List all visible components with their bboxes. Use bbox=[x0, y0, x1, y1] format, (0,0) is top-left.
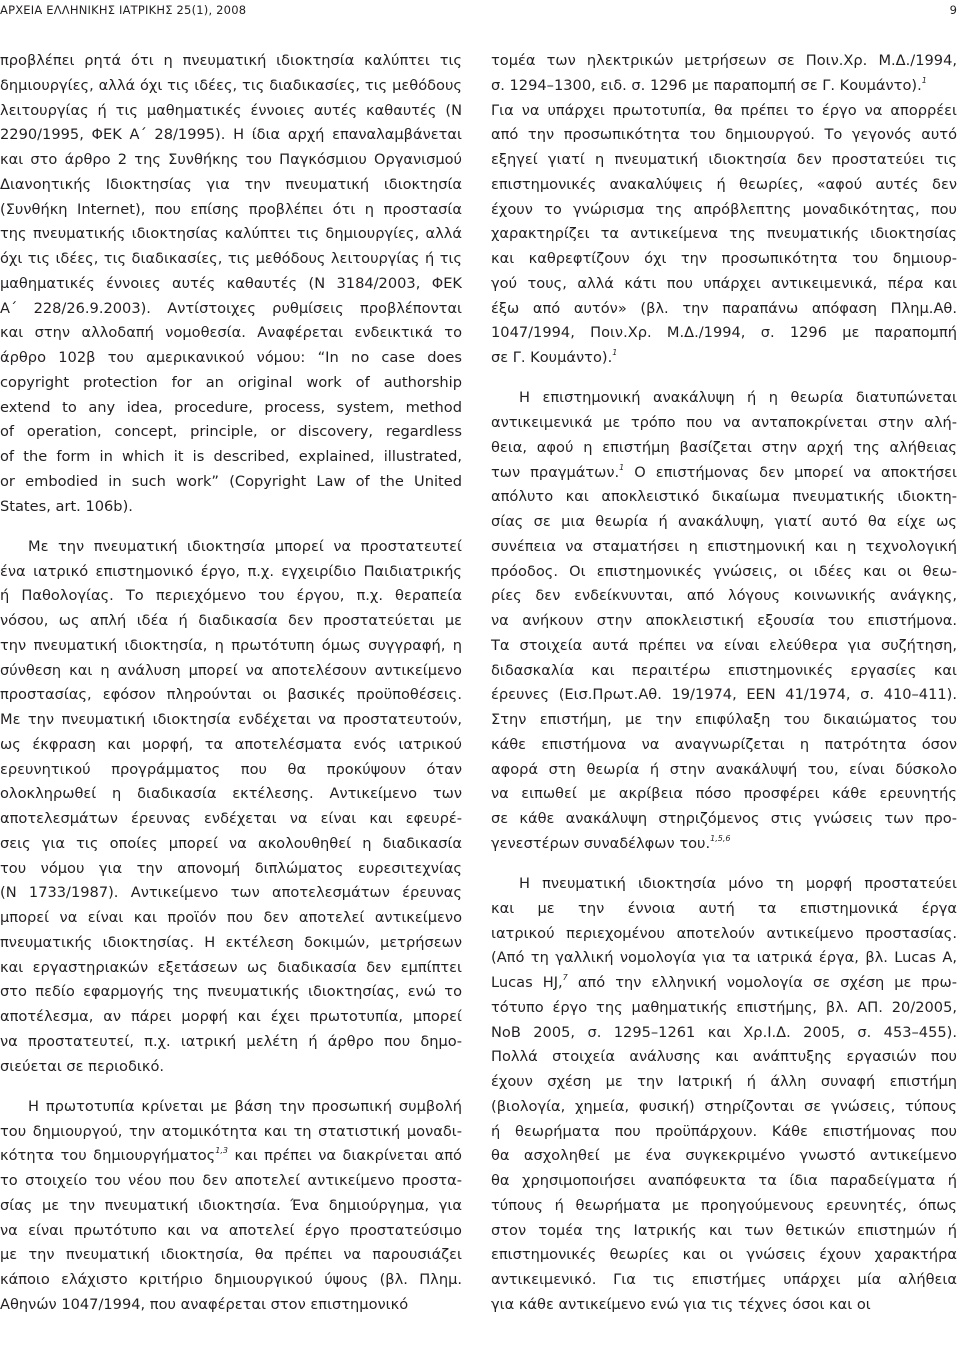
text-line bbox=[0, 272, 462, 297]
text-line bbox=[491, 946, 957, 971]
text-line-content: στο πεδίο εφαρμογής της πνευματικής ιδιοκτησίας, ενώ το bbox=[0, 983, 462, 1001]
text-line-content: θεια, αφού η επιστήμη βασίζεται στην αρχή της αλήθειας bbox=[491, 438, 957, 456]
text-line bbox=[0, 782, 462, 807]
text-line bbox=[0, 1293, 462, 1318]
journal-title: ΑΡΧΕΙΑ ΕΛΛΗΝΙΚΗΣ ΙΑΤΡΙΚΗΣ 25(1), 2008 bbox=[0, 3, 247, 17]
text-line-content: σύνθεση και η ανάλυση μπορεί να αποτελέσουν αντικείμενο bbox=[0, 661, 462, 679]
text-line-content: και στο άρθρο 2 της Συνθήκης του Παγκόσμιου Οργανισμού bbox=[0, 151, 462, 168]
text-line-content: έχουν σχέση με την Ιατρική ή άλλη συναφή επιστήμη bbox=[491, 1073, 957, 1090]
text-line-content: κότητα του δημιουργήματος bbox=[0, 1147, 216, 1165]
paragraph-gap bbox=[0, 1079, 462, 1095]
text-line-content: σε κάθε ανακάλυψη στηριζόμενος στις γνώσεις των προ- bbox=[491, 810, 957, 827]
text-line bbox=[0, 173, 462, 198]
text-line bbox=[491, 807, 957, 832]
text-line-content: σεις για τις οποίες μπορεί να ακολουθηθεί η διαδικασία bbox=[0, 834, 462, 852]
text-line bbox=[0, 1243, 462, 1268]
citation-superscript: 1 bbox=[612, 348, 618, 358]
text-line bbox=[0, 708, 462, 733]
text-line bbox=[491, 708, 957, 733]
text-line-content: το στοιχείο του νέου που δεν αποτελεί αντικείμενο προστα- bbox=[0, 1172, 462, 1189]
text-line-content: Η πρωτοτυπία κρίνεται με βάση την προσωπική συμβολή bbox=[28, 1097, 462, 1115]
text-line bbox=[491, 411, 957, 436]
text-line bbox=[0, 980, 462, 1005]
text-line-content: ή θεωρήματα που προϋπάρχουν. Κάθε επιστήμονας που bbox=[491, 1122, 957, 1140]
text-line-content: ΝοΒ 2005, σ. 1295–1261 και Χρ.Ι.Δ. 2005, σ. 453–455). bbox=[491, 1023, 957, 1041]
text-line bbox=[0, 74, 462, 99]
left-text-column bbox=[0, 49, 462, 1318]
text-line-content: of the form in which it is described, explained, illustrated, bbox=[0, 448, 462, 465]
text-line bbox=[0, 1268, 462, 1293]
text-line-content: όχι τις ιδέες, τις διαδικασίες, τις μεθόδους λειτουργίας ή τις bbox=[0, 250, 462, 267]
text-line-content: εξηγεί γιατί η πνευματική ιδιοκτησία δεν προστατεύει τις bbox=[491, 151, 957, 168]
text-line-content: επιστημονικές θεωρίες και οι γνώσεις έχουν χαρακτήρα bbox=[491, 1246, 957, 1264]
text-line-content: από την προσωπικότητα του δημιουργού. Το γεγονός αυτό bbox=[491, 126, 957, 144]
text-line bbox=[0, 470, 462, 495]
text-line-continuation: και πρέπει να διακρίνεται από bbox=[227, 1147, 462, 1165]
text-line-continuation: από την ελληνική νομολογία σε σχέση με πρω- bbox=[567, 974, 958, 991]
text-line-content: των πραγμάτων. bbox=[491, 463, 620, 481]
text-line bbox=[491, 1095, 957, 1120]
text-line-content: Για να υπάρχει πρωτοτυπία, θα πρέπει το έργο να απορρέει bbox=[491, 101, 957, 119]
text-line-content: of operation, concept, principle, or discovery, regardless bbox=[0, 423, 462, 441]
text-line bbox=[0, 123, 462, 148]
text-line-content: διδασκαλία και περαιτέρω επιστημονικές εργασίες και bbox=[491, 661, 957, 679]
text-line-content: Με την πνευματική ιδιοκτησία ενδέχεται να προστατευτούν, bbox=[0, 711, 462, 728]
text-line-content: (Συνθήκη Internet), που επίσης προβλέπει ότι η προστασία bbox=[0, 200, 462, 218]
text-line bbox=[491, 1169, 957, 1194]
text-line-content: ως έκφραση και μορφή, τα αποτελέσματα ενός ιατρικού bbox=[0, 735, 462, 753]
text-line bbox=[491, 1194, 957, 1219]
text-line-content: του δημιουργού, την ατομικότητα και τη στατιστική μοναδι- bbox=[0, 1122, 462, 1140]
text-line bbox=[0, 1194, 462, 1219]
text-line bbox=[0, 807, 462, 832]
text-line-content: Lucas HJ, bbox=[491, 974, 563, 991]
text-line-content: or embodied in such work” (Copyright Law of the United bbox=[0, 472, 462, 490]
text-line-content: (βιολογία, χημεία, φυσική) στηρίζονται σε γνώσεις, τύπους bbox=[491, 1097, 957, 1115]
text-line bbox=[0, 420, 462, 445]
text-line-content: ιατρικού περιεχομένου αποτελούν αντικείμενο προστασίας. bbox=[491, 924, 957, 942]
text-line-content: σ. 1294–1300, ειδ. σ. 1296 με παραπομπή σε Γ. Κουμάντο). bbox=[491, 76, 922, 94]
text-line bbox=[491, 584, 957, 609]
text-line bbox=[491, 1243, 957, 1268]
text-line-content: αποτέλεσμα, αν πάρει μορφή και έχει πρωτοτυπία, μπορεί bbox=[0, 1008, 462, 1025]
text-line bbox=[0, 321, 462, 346]
text-line-content: συνέπεια να σταματήσει η επιστημονική και η τεχνολογική bbox=[491, 537, 957, 555]
text-line-content: θα χρησιμοποιήσει αναπόφευκτα τα ίδια παραδείγματα ή bbox=[491, 1172, 957, 1189]
text-line bbox=[0, 247, 462, 272]
text-line bbox=[0, 560, 462, 585]
text-line-content: σίας με την πνευματική ιδιοκτησία. Ένα δημιούργημα, για bbox=[0, 1196, 462, 1214]
text-line-content: States, art. 106b). bbox=[0, 497, 133, 515]
text-line bbox=[0, 396, 462, 421]
text-line-content: του νόμου για την απονομή διπλώματος ευρεσιτεχνίας bbox=[0, 859, 462, 877]
text-line bbox=[0, 445, 462, 470]
text-line-content: ερευνητικού προγράμματος που θα προκύψουν όταν bbox=[0, 760, 462, 778]
text-line-content: να είναι πρωτότυπο και να αποτελεί έργο προστατεύσιμο bbox=[0, 1221, 462, 1239]
text-line-content: Διανοητικής Ιδιοκτησίας για την πνευματική ιδιοκτησία bbox=[0, 175, 462, 193]
text-line-content: της πνευματικής ιδιοκτησίας καλύπτει τις δημιουργίες, αλλά bbox=[0, 225, 462, 243]
text-line-content: και καθρεφτίζουν όχι την προσωπικότητα του δημιουρ- bbox=[491, 250, 957, 267]
text-line-content: στον τομέα της Ιατρικής και των θετικών επιστημών ή bbox=[491, 1221, 957, 1239]
text-line bbox=[491, 872, 957, 897]
text-line bbox=[0, 609, 462, 634]
text-line bbox=[0, 495, 462, 520]
text-line bbox=[491, 1045, 957, 1070]
paragraph-gap bbox=[0, 519, 462, 535]
text-line-content: ολοκληρωθεί η διαδικασία εκτέλεσης. Αντικείμενο των bbox=[0, 785, 462, 803]
text-line bbox=[491, 272, 957, 297]
citation-superscript: 1 bbox=[921, 75, 927, 85]
text-line-content: επιστημονικές ανακαλύψεις ή θεωρίες, «αφού αυτές δεν bbox=[491, 175, 957, 193]
right-text-column bbox=[491, 49, 957, 1318]
text-line-content: 1047/1994, Ποιν.Χρ. Μ.Δ./1994, σ. 1296 με παραπομπή bbox=[491, 324, 957, 342]
text-line-content: με την πνευματική ιδιοκτησία, θα πρέπει να παρουσιάζει bbox=[0, 1246, 462, 1264]
text-line bbox=[0, 906, 462, 931]
text-line bbox=[491, 321, 957, 346]
text-line bbox=[0, 99, 462, 124]
text-line-content: να προστατευτεί, π.χ. ιατρική μελέτη ή άρθρο που δημο- bbox=[0, 1032, 462, 1050]
text-line-content: μπορεί να είναι και προϊόν που δεν αποτελεί αντικείμενο bbox=[0, 909, 462, 926]
text-line bbox=[491, 634, 957, 659]
text-line bbox=[0, 297, 462, 322]
text-line bbox=[0, 1005, 462, 1030]
text-line-content: και στην αλλοδαπή νομοθεσία. Αναφέρεται ενδεικτικά το bbox=[0, 324, 462, 342]
citation-superscript: 1 bbox=[619, 462, 625, 472]
text-line-content: Πολλά στοιχεία ανάλυσης και ανάπτυξης εργασιών που bbox=[491, 1048, 957, 1066]
text-line-content: προβλέπει ρητά ότι η πνευματική ιδιοκτησία καλύπτει τις bbox=[0, 52, 462, 69]
text-line bbox=[0, 881, 462, 906]
text-line bbox=[491, 346, 957, 371]
text-line-content: Αθηνών 1047/1994, που αναφέρεται στον επιστημονικό bbox=[0, 1295, 409, 1313]
text-line bbox=[491, 1268, 957, 1293]
text-line bbox=[491, 49, 957, 74]
text-line bbox=[0, 956, 462, 981]
citation-superscript: 1,3 bbox=[215, 1146, 228, 1156]
text-line bbox=[0, 346, 462, 371]
text-line bbox=[491, 782, 957, 807]
text-line bbox=[491, 922, 957, 947]
text-line-content: πνευματικής ιδιοκτησίας. Η εκτέλεση δοκιμών, μετρήσεων bbox=[0, 933, 462, 951]
text-line-content: τύπους ή θεωρήματα με προηγούμενους ερευνητές, όπως bbox=[491, 1196, 957, 1214]
text-line-content: και με την έννοια αυτή τα επιστημονικά έργα bbox=[491, 899, 957, 917]
text-line bbox=[491, 897, 957, 922]
text-line-content: να ειπωθεί με ακρίβεια πόσο προσφέρει κάθε ερευνητής bbox=[491, 785, 957, 803]
text-line-content: νόσου, ως απλή ιδέα ή διαδικασία δεν προστατεύεται με bbox=[0, 612, 462, 629]
text-line bbox=[491, 1021, 957, 1046]
text-line bbox=[491, 1144, 957, 1169]
text-line bbox=[491, 683, 957, 708]
text-line-content: copyright protection for an original work of authorship bbox=[0, 373, 462, 391]
text-line bbox=[0, 1030, 462, 1055]
text-line bbox=[0, 148, 462, 173]
text-line bbox=[491, 1120, 957, 1145]
text-line-content: απόλυτο και αποκλειστικό δικαίωμα πνευματικής ιδιοκτη- bbox=[491, 488, 957, 506]
text-line-content: έρευνες (Εισ.Πρωτ.Αθ. 19/1974, ΕΕΝ 41/1974, σ. 410–411). bbox=[491, 686, 957, 704]
text-line-content: κάθε επιστήμονα να αναγνωρίζεται η πατρότητα όσον bbox=[491, 735, 957, 753]
text-line bbox=[0, 371, 462, 396]
text-line-content: Στην επιστήμη, με την επιφύλαξη του δικαιώματος του bbox=[491, 711, 957, 728]
text-line bbox=[491, 1219, 957, 1244]
text-line-content: αντικειμενικό. Για τις επιστήμες υπάρχει μία αλήθεια bbox=[491, 1271, 957, 1288]
text-line-content: μαθηματικές έννοιες αυτές καθαυτές (Ν 3184/2003, ΦΕΚ bbox=[0, 274, 462, 292]
text-line bbox=[491, 99, 957, 124]
text-line bbox=[0, 584, 462, 609]
text-line bbox=[491, 609, 957, 634]
text-line-content: θα ασχοληθεί με ένα συγκεκριμένο γνωστό αντικείμενο bbox=[491, 1147, 957, 1165]
text-line-content: (Ν 1733/1987). Αντικείμενο των αποτελεσμάτων έρευνας bbox=[0, 884, 462, 902]
text-line-content: σε Γ. Κουμάντο). bbox=[491, 349, 613, 366]
text-line bbox=[491, 1070, 957, 1095]
text-line bbox=[0, 1219, 462, 1244]
text-line bbox=[491, 222, 957, 247]
text-line-content: για κάθε αντικείμενο ενώ για τις τέχνες όσοι και οι bbox=[491, 1295, 871, 1313]
text-line bbox=[491, 386, 957, 411]
text-line bbox=[491, 971, 957, 996]
text-line bbox=[491, 560, 957, 585]
text-line-content: δημιουργίες, αλλά όχι τις ιδέες, τις διαδικασίες, τις μεθόδους bbox=[0, 76, 462, 94]
text-line bbox=[491, 247, 957, 272]
text-line bbox=[491, 297, 957, 322]
page-number: 9 bbox=[949, 3, 957, 17]
text-line bbox=[0, 222, 462, 247]
text-line bbox=[491, 485, 957, 510]
text-line bbox=[491, 832, 957, 857]
text-line-content: αντικειμενικά με τρόπο που να ανταποκρίνεται στην αλή- bbox=[491, 414, 957, 431]
text-line bbox=[0, 1095, 462, 1120]
text-line-content: έχουν το γνώρισμα της απρόβλεπτης μοναδικότητας, που bbox=[491, 200, 957, 218]
text-line-content: Με την πνευματική ιδιοκτησία μπορεί να προστατευτεί bbox=[28, 537, 462, 555]
text-line-content: Τα στοιχεία αυτά πρέπει να είναι ελεύθερα για συζήτηση, bbox=[491, 636, 957, 654]
text-line-content: ή Παθολογίας. Το περιεχόμενο του έργου, π.χ. θεραπεία bbox=[0, 587, 462, 605]
text-line-content: αποτελεσμάτων έρευνας ενδέχεται να είναι και εφευρέ- bbox=[0, 810, 462, 827]
text-line bbox=[491, 535, 957, 560]
text-line-content: πρόοδος. Οι επιστημονικές γνώσεις, οι ιδέες και οι θεω- bbox=[491, 562, 957, 580]
text-line-content: προστασίας, εφόσον πληρούνται οι βασικές προϋποθέσεις. bbox=[0, 686, 462, 704]
paragraph-gap bbox=[491, 371, 957, 387]
text-line bbox=[0, 683, 462, 708]
text-line-content: χαρακτηρίζει τα αντικείμενα της πνευματικής ιδιοκτησίας bbox=[491, 225, 957, 243]
text-line bbox=[491, 461, 957, 486]
text-line-content: Α΄ 228/26.9.2003). Αντίστοιχες ρυθμίσεις προβλέπονται bbox=[0, 299, 462, 317]
text-line bbox=[0, 198, 462, 223]
text-line-content: άρθρο 102β του αμερικανικού νόμου: “In no case does bbox=[0, 349, 462, 366]
text-line-content: ένα ιατρικό επιστημονικό έργο, π.χ. εγχειρίδιο Παιδιατρικής bbox=[0, 562, 462, 580]
text-line-content: Η πνευματική ιδιοκτησία μόνο τη μορφή προστατεύει bbox=[519, 875, 957, 892]
text-line-content: γενεστέρων συναδέλφων του. bbox=[491, 834, 711, 852]
text-line bbox=[0, 535, 462, 560]
text-line bbox=[491, 123, 957, 148]
text-line bbox=[0, 931, 462, 956]
text-line bbox=[0, 49, 462, 74]
text-line-continuation: Ο επιστήμονας δεν μπορεί να αποκτήσει bbox=[624, 463, 957, 481]
text-line-content: γού τους, αλλά κάτι που υπάρχει αντικειμενικά, πέρα και bbox=[491, 274, 957, 292]
text-line-content: την πνευματική ιδιοκτησία, η πρωτότυπη όμως συγγραφή, η bbox=[0, 636, 462, 654]
text-line bbox=[0, 758, 462, 783]
text-line-content: Η επιστημονική ανακάλυψη ή η θεωρία διατυπώνεται bbox=[519, 389, 957, 407]
citation-superscript: 7 bbox=[562, 973, 568, 983]
text-line-content: σίας σε μια θεωρία ή ανακάλυψη, γιατί αυτό θα είχε ως bbox=[491, 513, 957, 530]
text-line-content: να ανήκουν στην αποκλειστική εξουσία του επιστήμονα. bbox=[491, 612, 957, 629]
text-line bbox=[491, 173, 957, 198]
text-line bbox=[0, 733, 462, 758]
text-line bbox=[491, 510, 957, 535]
text-line bbox=[491, 74, 957, 99]
text-line bbox=[491, 1293, 957, 1318]
text-line bbox=[491, 436, 957, 461]
text-line-content: έξω από αυτόν» (βλ. την παραπάνω απόφαση Πλημ.Αθ. bbox=[491, 299, 957, 317]
text-line bbox=[491, 733, 957, 758]
text-line bbox=[491, 996, 957, 1021]
text-line bbox=[0, 1055, 462, 1080]
text-line bbox=[491, 758, 957, 783]
page-header bbox=[0, 0, 960, 22]
text-line bbox=[0, 1169, 462, 1194]
text-line bbox=[0, 1144, 462, 1169]
text-line-content: σιεύεται σε περιοδικό. bbox=[0, 1057, 165, 1075]
text-line-content: τότυπο έργο της μαθηματικής επιστήμης, βλ. ΑΠ. 20/2005, bbox=[491, 998, 957, 1016]
text-line bbox=[491, 148, 957, 173]
text-line-content: τομέα των ηλεκτρικών μετρήσεων σε Ποιν.Χρ. Μ.Δ./1994, bbox=[491, 52, 957, 69]
citation-superscript: 1,5,6 bbox=[710, 833, 731, 843]
text-line bbox=[0, 1120, 462, 1145]
text-line bbox=[491, 198, 957, 223]
text-line-content: 2290/1995, ΦΕΚ Α΄ 28/1995). Η ίδια αρχή επαναλαμβάνεται bbox=[0, 126, 462, 144]
text-line-content: και εργαστηριακών εξετάσεων ως διαδικασία δεν εμπίπτει bbox=[0, 958, 462, 976]
text-line-content: κάποιο ελάχιστο κριτήριο δημιουργικού ύψους (βλ. Πλημ. bbox=[0, 1271, 462, 1288]
text-line bbox=[0, 634, 462, 659]
text-line-content: (Από τη γαλλική νομολογία για τα ιατρικά έργα, βλ. Lucas A, bbox=[491, 949, 957, 967]
text-line bbox=[491, 659, 957, 684]
text-line-content: λειτουργίας ή τις μαθηματικές έννοιες αυτές καθαυτές (Ν bbox=[0, 101, 462, 119]
text-line-content: ρίες δεν ενδείκνυνται, από λόγους κοινωνικής ανάγκης, bbox=[491, 587, 957, 605]
text-line-content: αφορά στη θεωρία ή στην ανακάλυψή του, είναι δύσκολο bbox=[491, 760, 957, 778]
text-line bbox=[0, 857, 462, 882]
text-line-content: extend to any idea, procedure, process, system, method bbox=[0, 398, 462, 416]
text-line bbox=[0, 659, 462, 684]
text-line bbox=[0, 832, 462, 857]
paragraph-gap bbox=[491, 857, 957, 873]
